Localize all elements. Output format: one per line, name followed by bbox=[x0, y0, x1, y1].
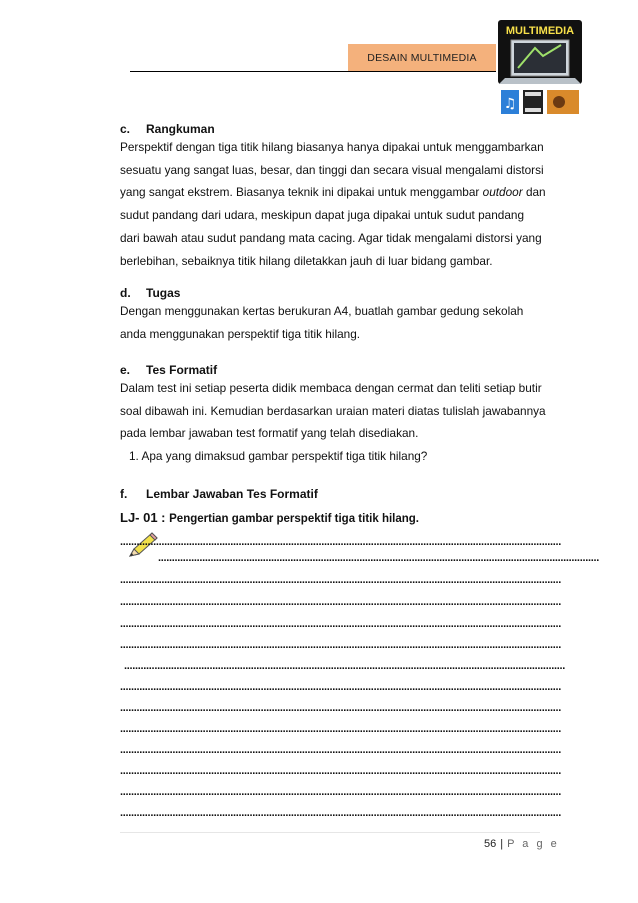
section-d-heading: Tugas bbox=[146, 286, 181, 300]
answer-dotted-line: ................................................................................................................................................................ bbox=[120, 723, 561, 735]
text-line: Dalam test ini setiap peserta didik membaca dengan cermat dan teliti setiap butir bbox=[120, 381, 542, 395]
text-line: sudut pandang dari udara, meskipun dapat juga dipakai untuk sudut pandang bbox=[120, 208, 525, 223]
section-f-heading: Lembar Jawaban Tes Formatif bbox=[146, 487, 318, 501]
text-line: pada lembar jawaban test formatif yang telah disediakan. bbox=[120, 426, 419, 441]
answer-sheet-title bbox=[120, 510, 419, 525]
answer-dotted-line: ................................................................................................................................................................ bbox=[120, 786, 561, 798]
answer-dotted-line: ................................................................................................................................................................ bbox=[158, 552, 599, 564]
answer-dotted-line: ................................................................................................................................................................ bbox=[120, 596, 561, 608]
answer-dotted-line: ................................................................................................................................................................ bbox=[120, 681, 561, 693]
page-footer bbox=[484, 838, 559, 850]
header-rule bbox=[130, 71, 348, 72]
svg-text:♫: ♫ bbox=[503, 96, 517, 112]
section-c-letter: c. bbox=[120, 122, 131, 136]
section-d-body bbox=[120, 300, 540, 345]
question-item: 1. Apa yang dimaksud gambar perspektif tiga titik hilang? bbox=[129, 449, 428, 464]
section-c-body bbox=[120, 136, 546, 272]
answer-dotted-line: ................................................................................................................................................................ bbox=[120, 702, 561, 714]
section-d-letter: d. bbox=[120, 286, 131, 300]
answer-dotted-line: ................................................................................................................................................................ bbox=[120, 807, 561, 819]
section-e-body bbox=[120, 377, 546, 468]
text-line: berlebihan, sebaiknya titik hilang diletakkan jauh di luar bidang gambar. bbox=[120, 253, 493, 268]
answer-dotted-line: ................................................................................................................................................................ bbox=[120, 536, 561, 548]
section-f-title bbox=[120, 487, 318, 501]
text-line: Perspektif dengan tiga titik hilang biasanya hanya dipakai untuk menggambarkan bbox=[120, 140, 544, 154]
text-line: sesuatu yang sangat luas, besar, dan tinggi dan secara visual mengalami distorsi bbox=[120, 162, 544, 177]
text-line: Dengan menggunakan kertas berukuran A4, buatlah gambar gedung sekolah bbox=[120, 304, 524, 318]
logo-text: MULTIMEDIA bbox=[505, 25, 575, 37]
text-line: dari bawah atau sudut pandang mata cacing. Agar tidak mengalami distorsi yang bbox=[120, 230, 542, 245]
section-f-letter: f. bbox=[120, 487, 128, 501]
answer-dotted-line: ................................................................................................................................................................ bbox=[120, 765, 561, 777]
text-line: anda menggunakan perspektif tiga titik hilang. bbox=[120, 326, 361, 341]
section-e-letter: e. bbox=[120, 363, 131, 377]
multimedia-logo bbox=[495, 18, 585, 120]
header-label: DESAIN MULTIMEDIA bbox=[348, 44, 496, 72]
section-e-title bbox=[120, 363, 217, 377]
section-d-title bbox=[120, 286, 180, 300]
footer-separator: | bbox=[500, 838, 504, 850]
section-c-heading: Rangkuman bbox=[146, 122, 215, 136]
section-c-title bbox=[120, 122, 215, 136]
italic-term: outdoor bbox=[482, 185, 523, 200]
answer-dotted-line: ................................................................................................................................................................ bbox=[120, 618, 561, 630]
section-e-heading: Tes Formatif bbox=[146, 363, 218, 377]
answer-sheet-topic: Pengertian gambar perspektif tiga titik hilang. bbox=[169, 513, 419, 525]
answer-dotted-line: ................................................................................................................................................................ bbox=[124, 660, 565, 672]
answer-dotted-line: ................................................................................................................................................................ bbox=[120, 744, 561, 756]
answer-sheet-code: LJ- 01 : bbox=[120, 510, 166, 525]
answer-dotted-line: ................................................................................................................................................................ bbox=[120, 639, 561, 651]
page-number: 56 bbox=[484, 838, 497, 850]
page-label: P a g e bbox=[507, 838, 560, 850]
answer-dotted-line: ................................................................................................................................................................ bbox=[120, 574, 561, 586]
footer-rule bbox=[120, 832, 540, 833]
text-line: soal dibawah ini. Kemudian berdasarkan uraian materi diatas tulislah jawabannya bbox=[120, 403, 546, 418]
text-line: yang sangat ekstrem. Biasanya teknik ini dipakai untuk menggambar outdoor dan bbox=[120, 185, 546, 200]
